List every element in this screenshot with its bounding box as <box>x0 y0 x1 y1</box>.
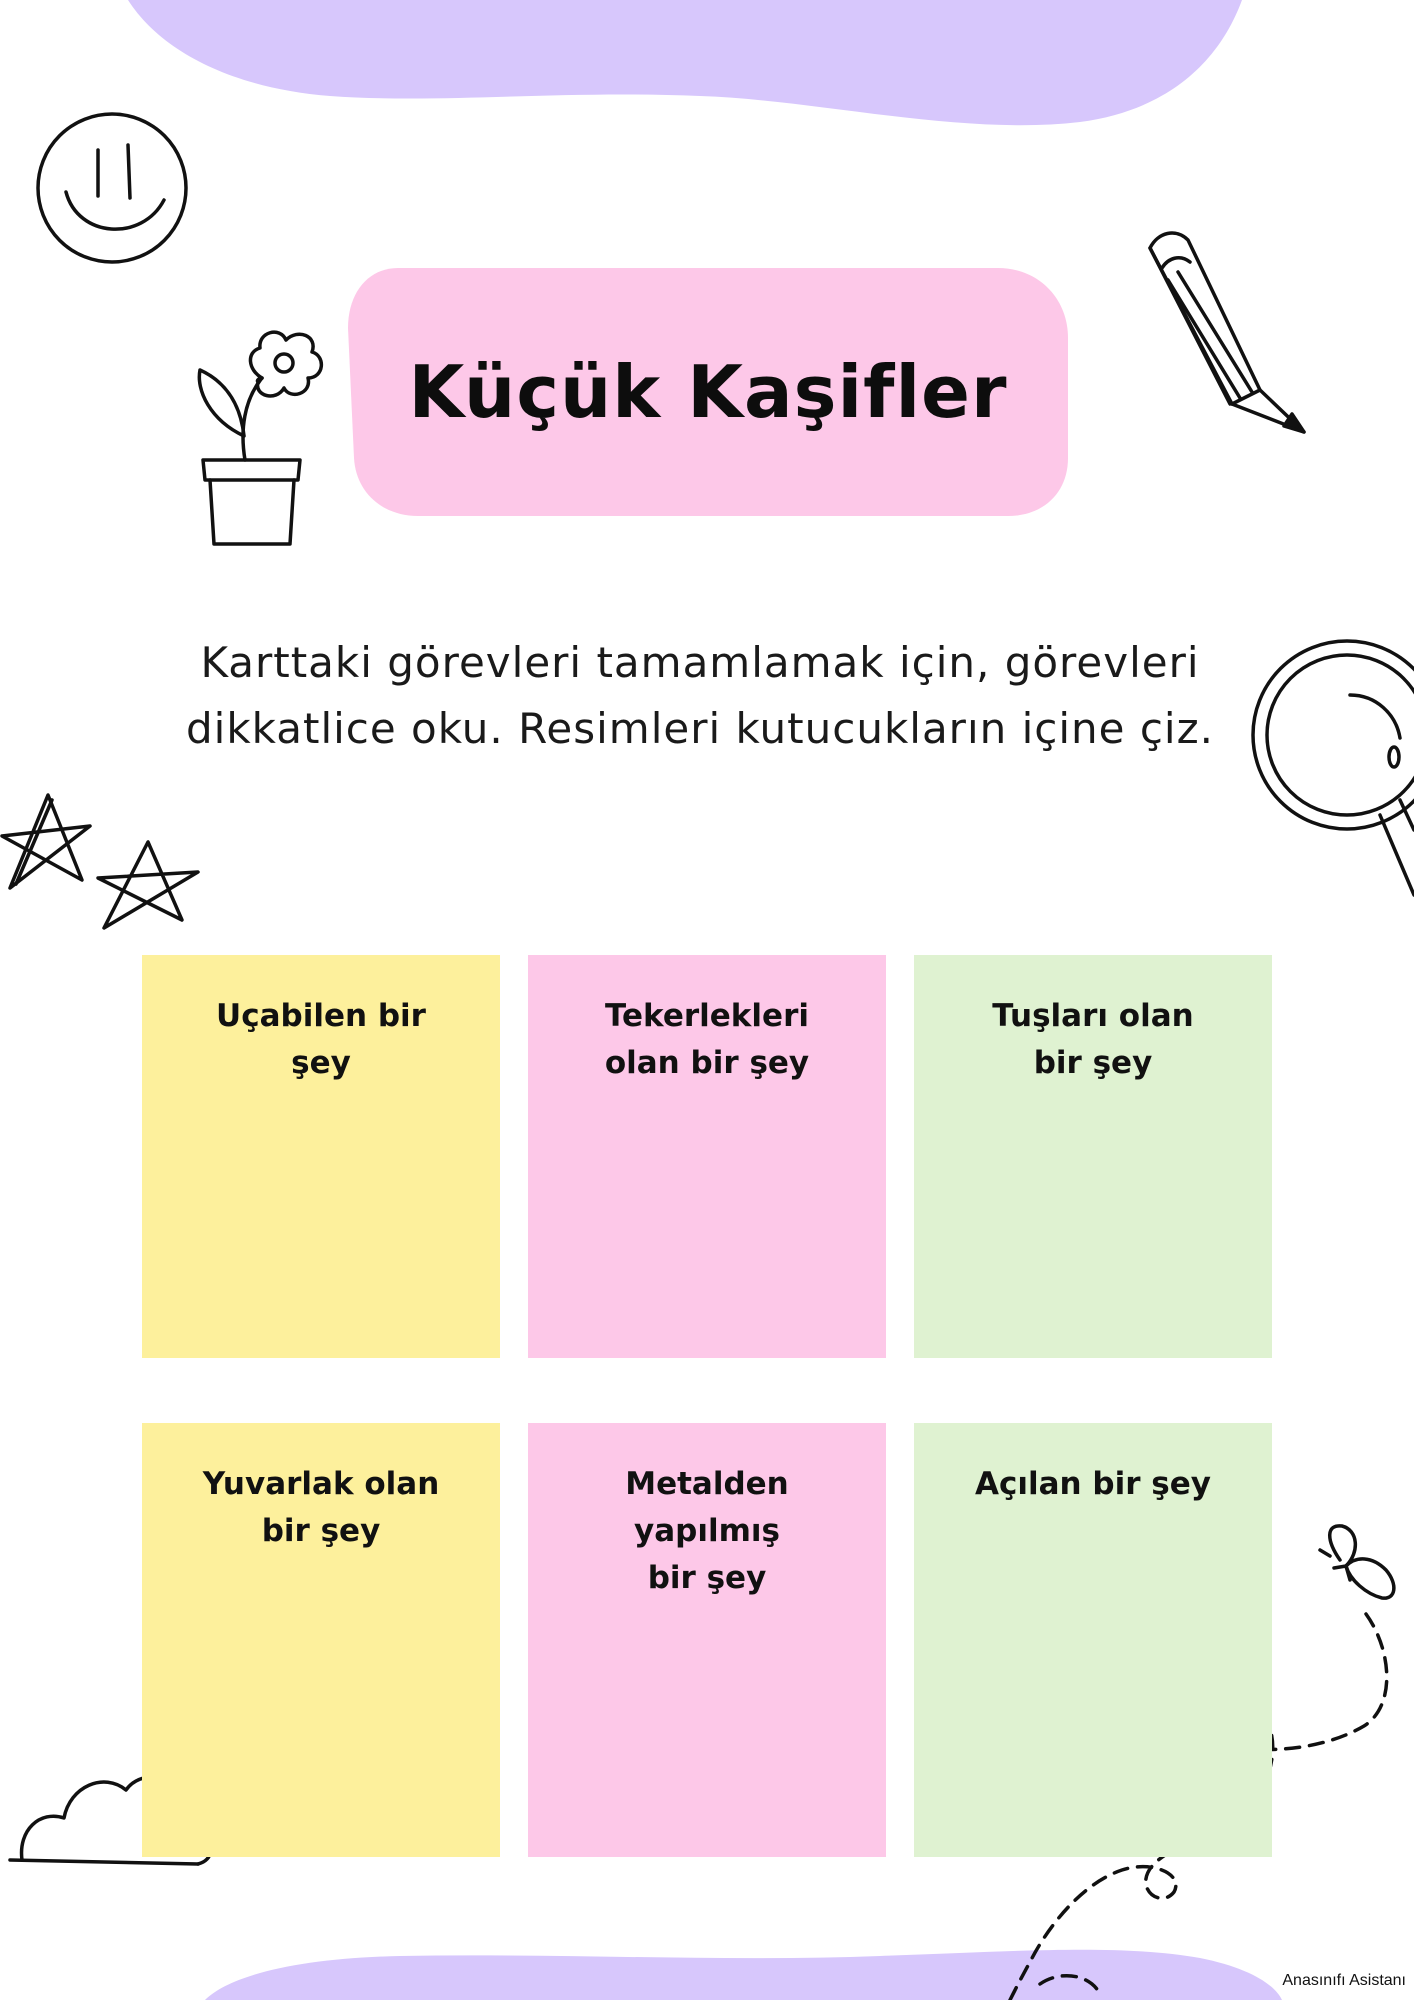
task-card-label-line: şey <box>291 1045 351 1081</box>
task-card-label <box>171 993 471 1358</box>
task-card-label-line: Tuşları olan <box>992 998 1194 1034</box>
dashed-trail <box>1040 1976 1100 1994</box>
pencil-icon <box>1150 233 1304 432</box>
star-icon <box>98 842 198 928</box>
task-card-round[interactable] <box>142 1423 500 1857</box>
task-card-label-line: Yuvarlak olan <box>202 1466 440 1502</box>
magnifier-icon <box>1253 641 1414 895</box>
page-title: Küçük Kaşifler <box>408 350 1008 434</box>
instructions-line: Karttaki görevleri tamamlamak için, görevleri <box>200 638 1200 687</box>
star-icon <box>2 795 90 888</box>
butterfly-icon <box>1320 1526 1394 1598</box>
task-card-label-line: bir şey <box>647 1560 767 1596</box>
title-banner <box>348 268 1068 516</box>
task-card-label-line: bir şey <box>1033 1045 1153 1081</box>
task-card-wheels[interactable] <box>528 955 886 1358</box>
instructions-text <box>160 630 1240 762</box>
flower-pot-icon <box>199 332 321 544</box>
task-card-opens[interactable] <box>914 1423 1272 1857</box>
smiley-icon <box>38 114 186 262</box>
task-card-label-line: Metalden yapılmış <box>625 1466 789 1549</box>
task-card-label-line: bir şey <box>261 1513 381 1549</box>
instructions-line: dikkatlice oku. Resimleri kutucukların içine çiz. <box>186 704 1214 753</box>
task-card-flying[interactable] <box>142 955 500 1358</box>
task-card-label <box>557 993 857 1358</box>
task-card-label-line: Açılan bir şey <box>975 1466 1211 1502</box>
task-card-keys[interactable] <box>914 955 1272 1358</box>
task-card-label <box>943 1461 1243 1857</box>
task-card-label <box>171 1461 471 1857</box>
task-card-metal[interactable] <box>528 1423 886 1857</box>
task-card-label-line: Uçabilen bir <box>216 998 426 1034</box>
task-card-label <box>943 993 1243 1358</box>
task-card-label <box>557 1461 857 1857</box>
task-card-label-line: Tekerlekleri <box>605 998 809 1034</box>
footer-credit: Anasınıfı Asistanı <box>1282 1972 1406 1989</box>
task-card-label-line: olan bir şey <box>604 1045 810 1081</box>
